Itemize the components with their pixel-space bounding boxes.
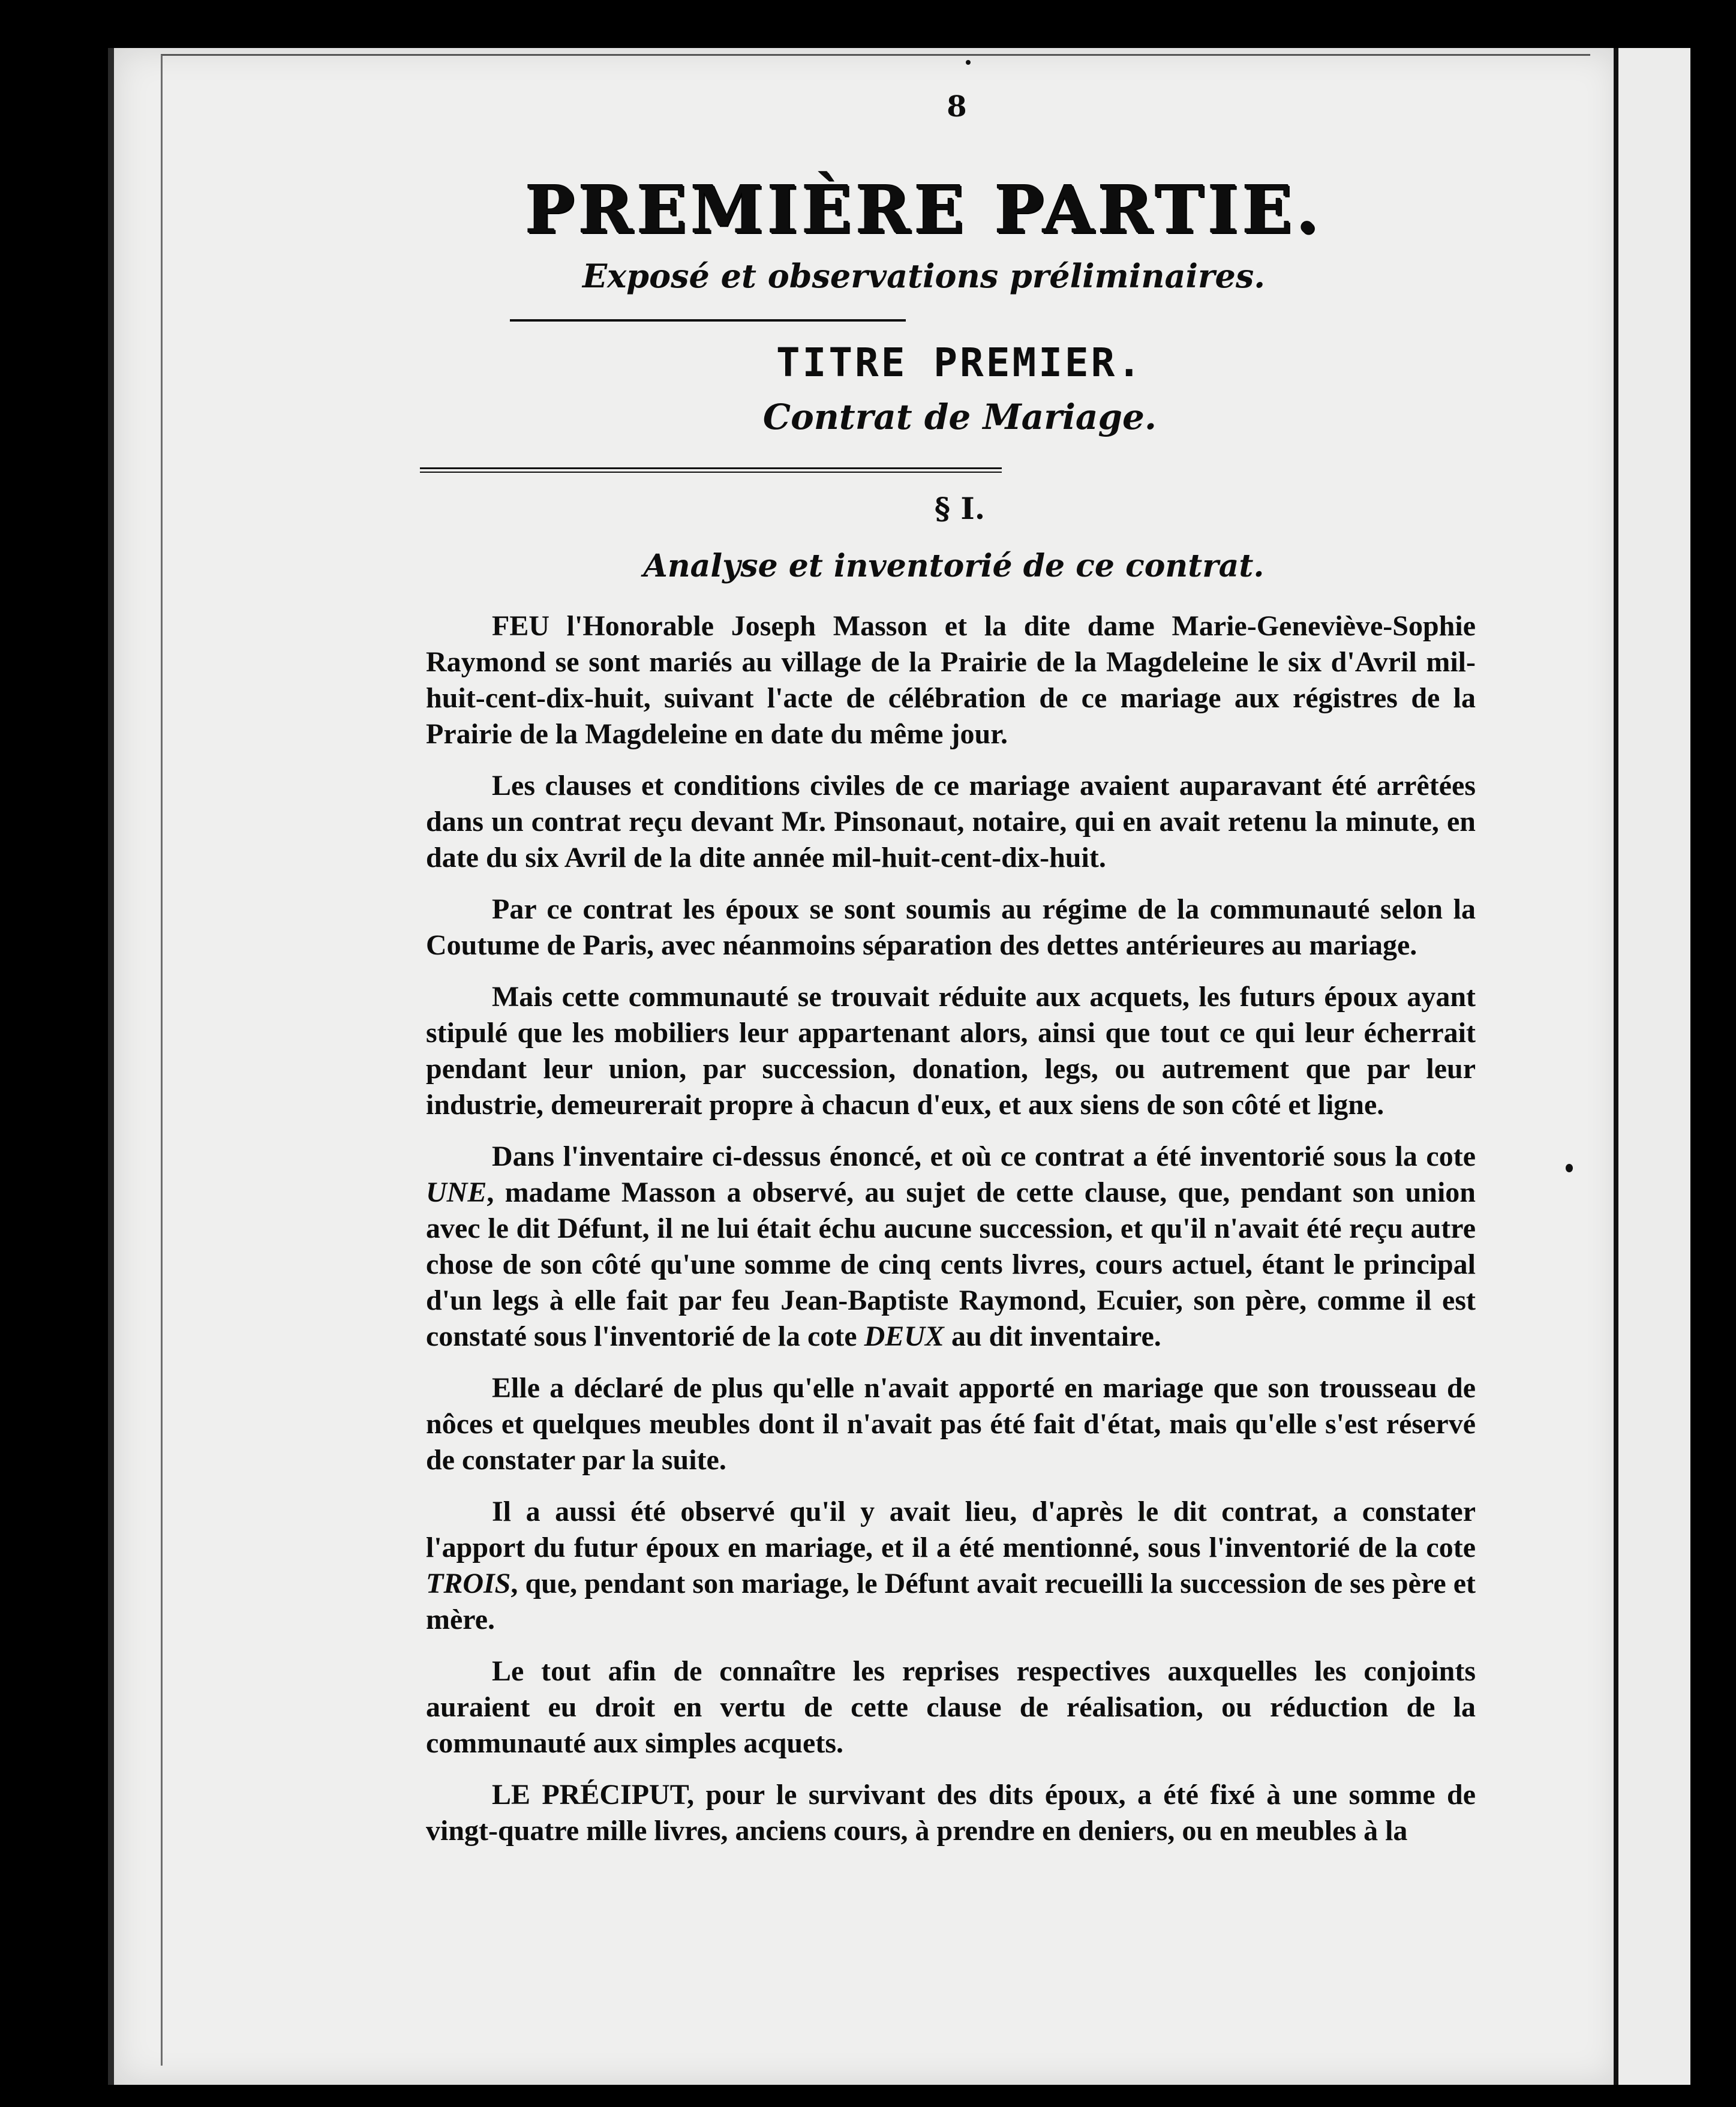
italic-reference: UNE — [426, 1176, 487, 1208]
paragraph-text: Par ce contrat les époux se sont soumis au régime de la communauté selon la Coutume de Paris, avec néanmoins séparation des dettes antérieures au mariage. — [426, 893, 1476, 961]
paragraph-text: Dans l'inventaire ci-dessus énoncé, et où ce contrat a été inventorié sous la cote — [492, 1140, 1476, 1172]
next-page-edge — [1614, 48, 1690, 2085]
body-paragraph — [426, 892, 1476, 964]
body-paragraph — [426, 1494, 1476, 1638]
body-paragraph — [426, 1777, 1476, 1849]
double-divider-rule — [420, 467, 1002, 473]
paragraph-text: Le tout afin de connaître les reprises respectives auxquelles les conjoints auraient eu droit en vertu de cette clause de réalisation, ou réduction de la communauté aux simples acquets. — [426, 1655, 1476, 1759]
ink-speck — [1566, 1164, 1573, 1172]
part-title: PREMIÈRE PARTIE. — [525, 171, 1323, 248]
body-paragraph — [426, 608, 1476, 752]
titre-subtitle: Contrat de Mariage. — [762, 397, 1157, 437]
paragraph-text: Mais cette communauté se trouvait réduite aux acquets, les futurs époux ayant stipulé que les mobiliers leur appartenant alors, ainsi que tout ce qui leur écherrait pendant leur union, par succession, donation, legs, ou autrement que par leur industrie, demeurerait propre à chacun d'eux, et aux siens de son côté et ligne. — [426, 981, 1476, 1121]
ink-speck — [966, 60, 971, 65]
divider-rule — [510, 319, 906, 322]
paragraph-text: Elle a déclaré de plus qu'elle n'avait apporté en mariage que son trousseau de nôces et quelques meubles dont il n'avait pas été fait d'état, mais qu'elle s'est réservé de constater par la suite. — [426, 1372, 1476, 1476]
section-title: Analyse et inventorié de ce contrat. — [643, 548, 1265, 584]
italic-reference: DEUX — [864, 1320, 944, 1352]
text-column — [312, 90, 1476, 1865]
body-paragraph — [426, 979, 1476, 1123]
body-paragraph — [426, 768, 1476, 876]
part-subtitle: Exposé et observations préliminaires. — [582, 257, 1266, 295]
paragraph-text: au dit inventaire. — [944, 1320, 1161, 1352]
paragraph-text: Il a aussi été observé qu'il y avait lieu, d'après le dit contrat, a constater l'apport du futur époux en mariage, et il a été mentionné, sous l'inventorié de la cote — [426, 1496, 1476, 1563]
paragraph-text: , que, pendant son mariage, le Défunt avait recueilli la succession de ses père et mère. — [426, 1568, 1476, 1635]
section-number: § I. — [934, 491, 986, 526]
body-paragraph — [426, 1653, 1476, 1761]
body-paragraph — [426, 1370, 1476, 1478]
paragraph-text: FEU l'Honorable Joseph Masson et la dite dame Marie-Geneviève-Sophie Raymond se sont mariés au village de la Prairie de la Magdeleine le six d'Avril mil-huit-cent-dix-huit, suivant l'acte de célébration de ce mariage aux régistres de la Prairie de la Magdeleine en date du même jour. — [426, 610, 1476, 750]
paragraph-text: , madame Masson a observé, au sujet de cette clause, que, pendant son union avec le dit Défunt, il ne lui était échu aucune succession, et qu'il n'avait été reçu autre chose de son côté qu'une somme de cinq cents livres, cours actuel, étant le principal d'un legs à elle fait par feu Jean-Baptiste Raymond, Ecuier, son père, comme il est constaté sous l'inventorié de la cote — [426, 1176, 1476, 1352]
paragraph-text: Les clauses et conditions civiles de ce mariage avaient auparavant été arrêtées dans un contrat reçu devant Mr. Pinsonaut, notaire, qui en avait retenu la minute, en date du six Avril de la dite année mil-huit-cent-dix-huit. — [426, 770, 1476, 874]
body-text — [426, 608, 1476, 1849]
page-number: 8 — [947, 90, 967, 124]
body-paragraph — [426, 1139, 1476, 1355]
italic-reference: TROIS — [426, 1568, 511, 1599]
paragraph-text: LE PRÉCIPUT, pour le survivant des dits époux, a été fixé à une somme de vingt-quatre mille livres, anciens cours, à prendre en deniers, ou en meubles à la — [426, 1779, 1476, 1847]
titre-title: TITRE PREMIER. — [776, 340, 1144, 386]
